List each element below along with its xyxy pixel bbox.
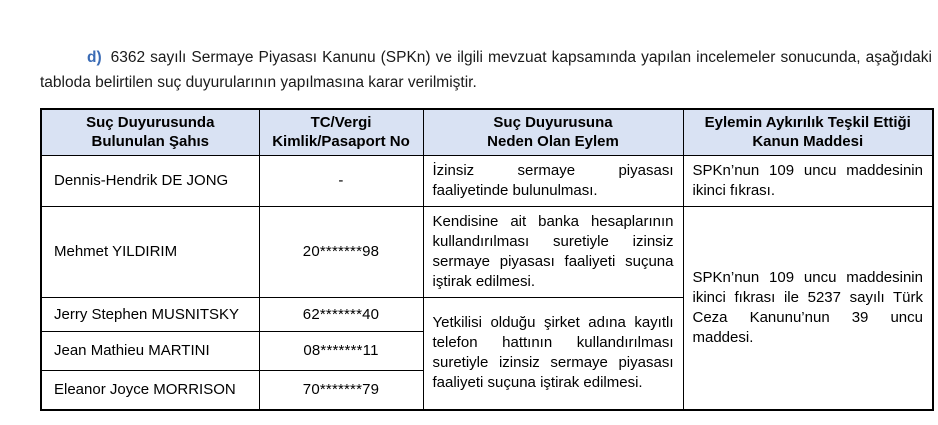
intro-paragraph bbox=[40, 46, 932, 95]
cell-id-number: 70*******79 bbox=[259, 370, 423, 410]
header-line: Suç Duyurusuna bbox=[493, 114, 613, 132]
cell-id-number: - bbox=[259, 155, 423, 206]
cell-id-number: 62*******40 bbox=[259, 297, 423, 331]
cell-law-text-merged: SPKn’nun 109 uncu maddesinin ikinci fıkrası ile 5237 sayılı Türk Ceza Kanunu’nun 39 uncu maddesi. bbox=[683, 206, 933, 410]
header-line: TC/Vergi bbox=[310, 114, 372, 132]
cell-person-name: Jean Mathieu MARTINI bbox=[41, 331, 259, 370]
cell-action-text: İzinsiz sermaye piyasası faaliyetinde bulunulması. bbox=[423, 155, 683, 206]
table-row bbox=[41, 206, 933, 297]
cell-person-name: Dennis-Hendrik DE JONG bbox=[41, 155, 259, 206]
intro-item-label: d) bbox=[87, 49, 102, 66]
table-header-row bbox=[41, 109, 933, 155]
header-cell-person bbox=[41, 109, 259, 155]
cell-id-number: 20*******98 bbox=[259, 206, 423, 297]
table-row bbox=[41, 155, 933, 206]
cell-action-text: Kendisine ait banka hesaplarının kullandırılması suretiyle izinsiz sermaye piyasası faaliyeti suçuna iştirak edilmesi. bbox=[423, 206, 683, 297]
cell-action-text-merged: Yetkilisi olduğu şirket adına kayıtlı telefon hattının kullandırılması suretiyle izinsiz sermaye piyasası faaliyeti suçuna iştirak edilmesi. bbox=[423, 297, 683, 410]
header-line: Bulunulan Şahıs bbox=[91, 133, 209, 151]
header-line: Kimlik/Pasaport No bbox=[272, 133, 410, 151]
cell-person-name: Jerry Stephen MUSNITSKY bbox=[41, 297, 259, 331]
cell-person-name: Eleanor Joyce MORRISON bbox=[41, 370, 259, 410]
cell-id-number: 08*******11 bbox=[259, 331, 423, 370]
header-cell-id bbox=[259, 109, 423, 155]
cell-person-name: Mehmet YILDIRIM bbox=[41, 206, 259, 297]
header-cell-law bbox=[683, 109, 933, 155]
intro-text: 6362 sayılı Sermaye Piyasası Kanunu (SPKn) ve ilgili mevzuat kapsamında yapılan incelemeler sonucunda, aşağıdaki tabloda belirtilen suç duyurularının yapılmasına karar verilmiştir. bbox=[40, 49, 932, 91]
complaints-table bbox=[40, 108, 934, 411]
header-cell-action bbox=[423, 109, 683, 155]
header-line: Eylemin Aykırılık Teşkil Ettiği bbox=[704, 114, 911, 132]
header-line: Kanun Maddesi bbox=[752, 133, 864, 151]
cell-law-text: SPKn’nun 109 uncu maddesinin ikinci fıkrası. bbox=[683, 155, 933, 206]
header-line: Suç Duyurusunda bbox=[86, 114, 215, 132]
header-line: Neden Olan Eylem bbox=[487, 133, 619, 151]
